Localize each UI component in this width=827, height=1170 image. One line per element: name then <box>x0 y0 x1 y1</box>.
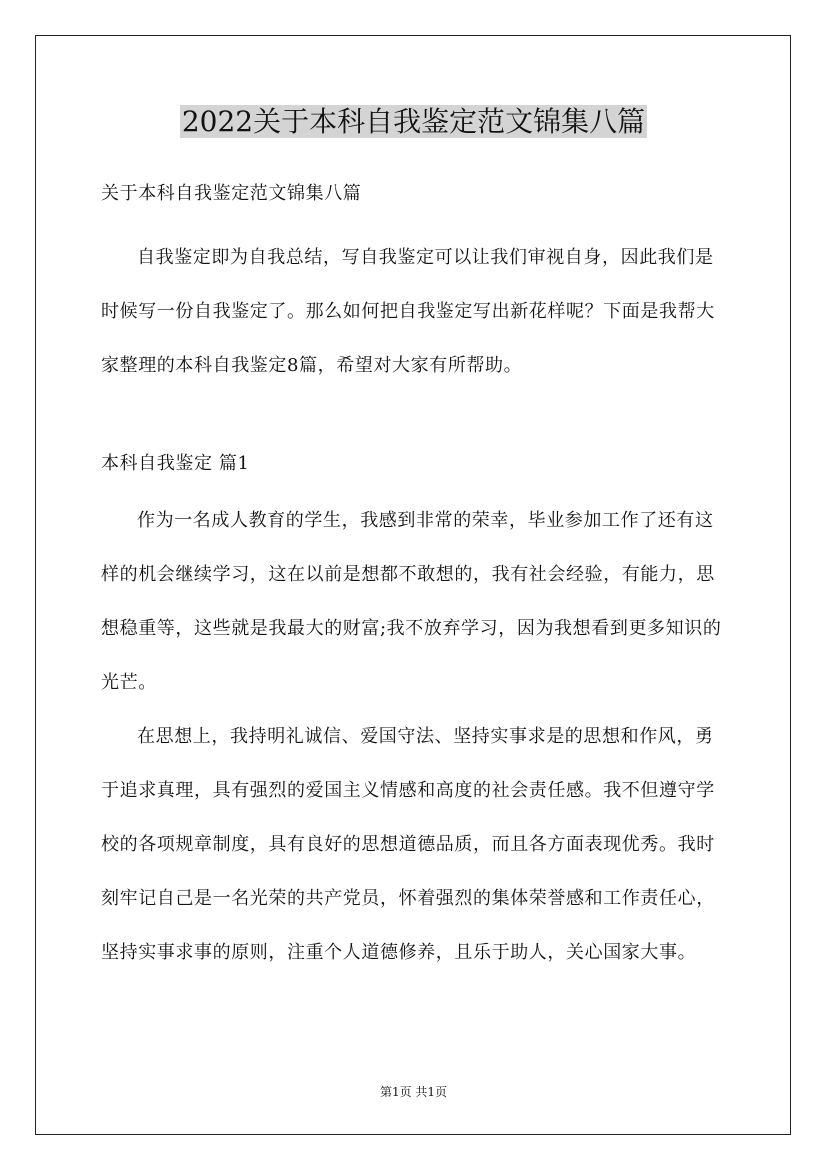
document-subtitle: 关于本科自我鉴定范文锦集八篇 <box>101 183 362 204</box>
section-heading: 本科自我鉴定 篇1 <box>101 453 250 474</box>
document-title-text: 2022关于本科自我鉴定范文锦集八篇 <box>181 105 646 138</box>
intro-paragraph: 自我鉴定即为自我总结，写自我鉴定可以让我们审视自身，因此我们是时候写一份自我鉴定了。那么如何把自我鉴定写出新花样呢？下面是我帮大家整理的本科自我鉴定8篇，希望对大家有所帮助。 <box>101 247 715 376</box>
body-paragraph-1: 作为一名成人教育的学生，我感到非常的荣幸，毕业参加工作了还有这样的机会继续学习，这在以前是想都不敢想的，我有社会经验，有能力，思想稳重等，这些就是我最大的财富;我不放弃学习，因为我想看到更多知识的光芒。 <box>101 510 722 693</box>
document-title <box>0 100 827 144</box>
body-paragraph-2: 在思想上，我持明礼诚信、爱国守法、坚持实事求是的思想和作风，勇于追求真理，具有强烈的爱国主义情感和高度的社会责任感。我不但遵守学校的各项规章制度，具有良好的思想道德品质，而且各方面表现优秀。我时刻牢记自己是一名光荣的共产党员，怀着强烈的集体荣誉感和工作责任心，坚持实事求事的原则，注重个人道德修养，且乐于助人，关心国家大事。 <box>101 726 715 963</box>
page-footer: 第1页 共1页 <box>379 1085 448 1099</box>
